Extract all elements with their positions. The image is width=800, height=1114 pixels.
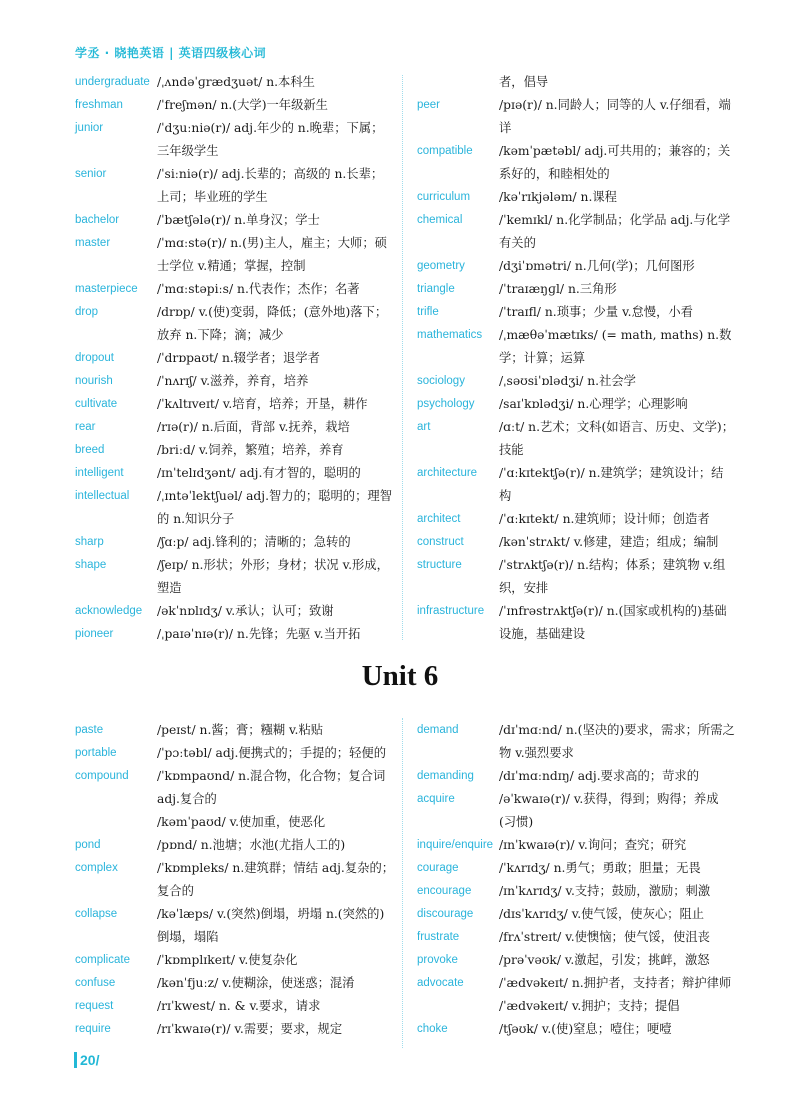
vocab-word	[417, 995, 499, 1018]
vocab-entry	[417, 1018, 735, 1041]
vocab-entry	[75, 903, 395, 949]
vocab-entry	[75, 485, 395, 531]
vocab-definition: /ɑːt/ n.艺术；文科(如语言、历史、文学)；技能	[499, 420, 735, 457]
vocab-word: junior	[75, 122, 104, 134]
vocab-entry	[417, 788, 735, 834]
vocab-definition: /ˈdʒuːniə(r)/ adj.年少的 n.晚辈；下属；三年级学生	[157, 121, 384, 158]
vocab-definition: /ˈkɒmplɪkeɪt/ v.使复杂化	[157, 953, 298, 967]
vocab-word: trifle	[417, 306, 439, 318]
vocab-word: compound	[75, 770, 129, 782]
vocab-definition: /ˈtraɪfl/ n.琐事；少量 v.怠慢，小看	[499, 305, 693, 319]
vocab-word: sociology	[417, 375, 465, 387]
vocab-definition: /əˈkwaɪə(r)/ v.获得，得到；购得；养成(习惯)	[499, 792, 719, 829]
vocab-word: confuse	[75, 977, 116, 989]
vocab-word: demanding	[417, 770, 474, 782]
vocab-entry	[75, 393, 395, 416]
vocab-word: courage	[417, 862, 459, 874]
vocab-word: triangle	[417, 283, 455, 295]
vocab-entry	[417, 209, 735, 255]
vocab-entry	[75, 278, 395, 301]
vocab-entry	[417, 972, 735, 995]
vocab-entry	[75, 347, 395, 370]
vocab-entry	[417, 880, 735, 903]
vocab-word: acquire	[417, 793, 455, 805]
vocab-definition: /ˈkʌrɪdʒ/ n.勇气；勇敢；胆量；无畏	[499, 861, 701, 875]
vocab-definition: /saɪˈkɒlədʒi/ n.心理学；心理影响	[499, 397, 688, 411]
vocab-entry	[417, 600, 735, 646]
vocab-entry	[75, 554, 395, 600]
vocab-word: architect	[417, 513, 461, 525]
vocab-word: masterpiece	[75, 283, 138, 295]
vocab-definition: /ˈbætʃələ(r)/ n.单身汉；学士	[157, 213, 320, 227]
vocab-column-top-right	[417, 71, 735, 646]
vocab-word: provoke	[417, 954, 458, 966]
vocab-word: breed	[75, 444, 105, 456]
vocab-word: freshman	[75, 99, 123, 111]
vocab-definition: /dɪˈmɑːnd/ n.(坚决的)要求，需求；所需之物 v.强烈要求	[499, 723, 735, 760]
vocab-word: dropout	[75, 352, 115, 364]
vocab-entry	[75, 71, 395, 94]
vocab-word: choke	[417, 1023, 448, 1035]
vocab-word	[417, 71, 499, 94]
vocab-entry	[417, 416, 735, 462]
vocab-entry	[75, 232, 395, 278]
vocab-entry	[417, 301, 735, 324]
vocab-definition: /ˈkɒmpaʊnd/ n.混合物，化合物；复合词 adj.复合的	[157, 769, 386, 806]
vocab-definition: /dʒiˈɒmətri/ n.几何(学)；几何图形	[499, 259, 695, 273]
vocab-definition: /prəˈvəʊk/ v.激起，引发；挑衅，激怒	[499, 953, 710, 967]
vocab-definition: /ɪnˈkwaɪə(r)/ v.询问；查究；研究	[499, 838, 687, 852]
vocab-entry	[75, 94, 395, 117]
vocab-word: request	[75, 1000, 114, 1012]
vocab-word: drop	[75, 306, 99, 318]
vocab-entry	[75, 531, 395, 554]
vocab-definition: 者，倡导	[499, 75, 549, 89]
vocab-entry	[417, 903, 735, 926]
vocab-word: master	[75, 237, 111, 249]
vocab-entry	[417, 462, 735, 508]
vocab-entry	[75, 439, 395, 462]
vocab-definition: /peɪst/ n.酱；膏；糨糊 v.粘贴	[157, 723, 324, 737]
vocab-definition: /rɪˈkwest/ n. & v.要求，请求	[157, 999, 321, 1013]
vocab-entry	[417, 255, 735, 278]
vocab-word: geometry	[417, 260, 465, 272]
vocab-word: mathematics	[417, 329, 483, 341]
vocab-definition: /kəmˈpaʊd/ v.使加重，使恶化	[157, 815, 326, 829]
vocab-entry	[417, 71, 735, 94]
vocab-entry	[75, 462, 395, 485]
vocab-word: psychology	[417, 398, 475, 410]
vocab-entry	[417, 370, 735, 393]
vocab-definition: /kəˈlæps/ v.(突然)倒塌，坍塌 n.(突然的)倒塌，塌陷	[157, 907, 385, 944]
vocab-word: architecture	[417, 467, 478, 479]
vocab-definition: /ˌmæθəˈmætɪks/ (= math, maths) n.数学；计算；运算	[499, 328, 732, 365]
vocab-entry	[417, 926, 735, 949]
vocab-definition: /ʃeɪp/ n.形状；外形；身材；状况 v.形成，塑造	[157, 558, 389, 595]
vocab-word: senior	[75, 168, 107, 180]
vocab-definition: /ˌʌndəˈɡrædʒuət/ n.本科生	[157, 75, 315, 89]
vocab-definition: /pɪə(r)/ n.同龄人；同等的人 v.仔细看，端详	[499, 98, 731, 135]
vocab-word: shape	[75, 559, 107, 571]
vocab-entry	[417, 531, 735, 554]
vocab-word: discourage	[417, 908, 474, 920]
vocab-definition: /tʃəʊk/ v.(使)窒息；噎住；哽噎	[499, 1022, 672, 1036]
vocab-definition: /ˈnʌrɪʃ/ v.滋养，养育，培养	[157, 374, 309, 388]
vocab-word: chemical	[417, 214, 463, 226]
vocab-entry	[417, 186, 735, 209]
vocab-column-top-left	[75, 71, 395, 646]
vocab-entry	[75, 719, 395, 742]
vocab-definition: /ˈkemɪkl/ n.化学制品；化学品 adj.与化学有关的	[499, 213, 731, 250]
vocab-word: peer	[417, 99, 441, 111]
vocab-entry	[417, 995, 735, 1018]
vocab-entry	[75, 742, 395, 765]
vocab-definition: /ɪnˈkʌrɪdʒ/ v.支持；鼓励，激励；刺激	[499, 884, 711, 898]
vocab-word: construct	[417, 536, 464, 548]
vocab-entry	[417, 949, 735, 972]
vocab-word: pond	[75, 839, 101, 851]
vocab-definition: /ˈɪnfrəstrʌktʃə(r)/ n.(国家或机构的)基础设施，基础建设	[499, 604, 727, 641]
vocab-definition: /ˈmɑːstəpiːs/ n.代表作；杰作；名著	[157, 282, 360, 296]
vocab-definition: /ˈkʌltɪveɪt/ v.培育，培养；开垦，耕作	[157, 397, 368, 411]
vocab-entry	[417, 508, 735, 531]
vocab-entry	[417, 719, 735, 765]
vocab-definition: /briːd/ v.饲养，繁殖；培养，养育	[157, 443, 344, 457]
vocab-definition: /ˈɑːkɪtekt/ n.建筑师；设计师；创造者	[499, 512, 710, 526]
page-number: 20/	[74, 1052, 99, 1068]
vocab-word: rear	[75, 421, 96, 433]
vocab-entry	[417, 554, 735, 600]
vocab-word: advocate	[417, 977, 464, 989]
vocab-word: complex	[75, 862, 118, 874]
vocab-definition: /rɪə(r)/ n.后面，背部 v.抚养，栽培	[157, 420, 350, 434]
vocab-word: nourish	[75, 375, 113, 387]
vocab-word: demand	[417, 724, 459, 736]
vocab-definition: /kəmˈpætəbl/ adj.可共用的；兼容的；关系好的，和睦相处的	[499, 144, 731, 181]
vocab-word: encourage	[417, 885, 472, 897]
vocab-entry	[75, 370, 395, 393]
vocab-definition: /ˈsiːniə(r)/ adj.长辈的；高级的 n.长辈；上司；毕业班的学生	[157, 167, 384, 204]
vocab-definition: /ˌɪntəˈlektʃuəl/ adj.智力的；聪明的；理智的 n.知识分子	[157, 489, 392, 526]
vocab-word: intellectual	[75, 490, 130, 502]
vocab-word: frustrate	[417, 931, 460, 943]
page-header: 学丞 · 晓艳英语 | 英语四级核心词	[75, 46, 267, 60]
vocab-entry	[75, 416, 395, 439]
vocab-word: cultivate	[75, 398, 118, 410]
vocab-definition: /ˈpɔːtəbl/ adj.便携式的；手提的；轻便的	[157, 746, 386, 760]
vocab-entry	[417, 765, 735, 788]
vocab-entry	[417, 393, 735, 416]
vocab-definition: /ˈkɒmpleks/ n.建筑群；情结 adj.复杂的；复合的	[157, 861, 395, 898]
vocab-definition: /ˈstrʌktʃə(r)/ n.结构；体系；建筑物 v.组织，安排	[499, 558, 726, 595]
vocab-entry	[75, 765, 395, 811]
vocab-column-bottom-right	[417, 719, 735, 1041]
vocab-definition: /ɪnˈtelɪdʒənt/ adj.有才智的，聪明的	[157, 466, 361, 480]
vocab-word: structure	[417, 559, 462, 571]
vocab-word: inquire/enquire	[417, 839, 494, 851]
vocab-entry	[75, 163, 395, 209]
vocab-word: intelligent	[75, 467, 124, 479]
vocab-word	[75, 811, 157, 834]
vocab-definition: /frʌˈstreɪt/ v.使懊恼；使气馁，使沮丧	[499, 930, 710, 944]
vocab-definition: /dɪˈmɑːndɪŋ/ adj.要求高的；苛求的	[499, 769, 699, 783]
vocab-entry	[75, 857, 395, 903]
vocab-entry	[417, 94, 735, 140]
vocab-definition: /ˌsəʊsiˈɒlədʒi/ n.社会学	[499, 374, 636, 388]
vocab-definition: /drɒp/ v.(使)变弱，降低；(意外地)落下；放弃 n.下降；滴；减少	[157, 305, 388, 342]
vocab-definition: /ˈtraɪæŋɡl/ n.三角形	[499, 282, 617, 296]
vocab-definition: /kənˈfjuːz/ v.使糊涂，使迷惑；混淆	[157, 976, 355, 990]
vocab-word: acknowledge	[75, 605, 143, 617]
vocab-word: paste	[75, 724, 104, 736]
vocab-definition: /ˈfreʃmən/ n.(大学)一年级新生	[157, 98, 328, 112]
vocab-definition: /kəˈrɪkjələm/ n.课程	[499, 190, 617, 204]
vocab-entry	[417, 140, 735, 186]
vocab-entry	[75, 209, 395, 232]
unit-title: Unit 6	[361, 660, 439, 692]
vocab-definition: /ʃɑːp/ adj.锋利的；清晰的；急转的	[157, 535, 351, 549]
vocab-word: portable	[75, 747, 117, 759]
vocab-word: complicate	[75, 954, 130, 966]
vocab-entry	[75, 834, 395, 857]
vocab-entry	[75, 301, 395, 347]
vocab-column-bottom-left	[75, 719, 395, 1041]
vocab-entry	[417, 324, 735, 370]
vocab-entry	[75, 811, 395, 834]
vocab-entry	[75, 949, 395, 972]
vocab-entry	[75, 117, 395, 163]
vocab-entry	[75, 995, 395, 1018]
vocab-definition: /ˈmɑːstə(r)/ n.(男)主人，雇主；大师；硕士学位 v.精通；掌握，控制	[157, 236, 387, 273]
vocab-definition: /kənˈstrʌkt/ v.修建，建造；组成；编制	[499, 535, 719, 549]
vocab-definition: /ˈɑːkɪtektʃə(r)/ n.建筑学；建筑设计；结构	[499, 466, 724, 503]
vocab-word: curriculum	[417, 191, 471, 203]
vocab-entry	[417, 857, 735, 880]
vocab-word: art	[417, 421, 431, 433]
vocab-definition: /əkˈnɒlɪdʒ/ v.承认；认可；致谢	[157, 604, 334, 618]
vocab-word: pioneer	[75, 628, 114, 640]
vocab-definition: /rɪˈkwaɪə(r)/ v.需要；要求，规定	[157, 1022, 343, 1036]
vocab-definition: /pɒnd/ n.池塘；水池(尤指人工的)	[157, 838, 346, 852]
vocab-word: infrastructure	[417, 605, 485, 617]
vocab-entry	[417, 834, 735, 857]
vocab-word: sharp	[75, 536, 104, 548]
column-divider-bottom	[402, 718, 403, 1048]
vocab-definition: /ˌpaɪəˈnɪə(r)/ n.先锋；先驱 v.当开拓	[157, 627, 361, 641]
vocab-definition: /dɪsˈkʌrɪdʒ/ v.使气馁，使灰心；阻止	[499, 907, 705, 921]
vocab-word: undergraduate	[75, 76, 150, 88]
vocab-entry	[417, 278, 735, 301]
vocab-definition: /ˈdrɒpaʊt/ n.辍学者；退学者	[157, 351, 320, 365]
vocab-definition: /ˈædvəkeɪt/ v.拥护；支持；提倡	[499, 999, 680, 1013]
vocab-entry	[75, 972, 395, 995]
vocab-entry	[75, 600, 395, 623]
vocab-word: require	[75, 1023, 111, 1035]
vocab-word: collapse	[75, 908, 118, 920]
vocab-word: compatible	[417, 145, 473, 157]
vocab-entry	[75, 1018, 395, 1041]
vocab-word: bachelor	[75, 214, 120, 226]
column-divider-top	[402, 75, 403, 640]
vocab-entry	[75, 623, 395, 646]
vocab-definition: /ˈædvəkeɪt/ n.拥护者，支持者；辩护律师	[499, 976, 732, 990]
